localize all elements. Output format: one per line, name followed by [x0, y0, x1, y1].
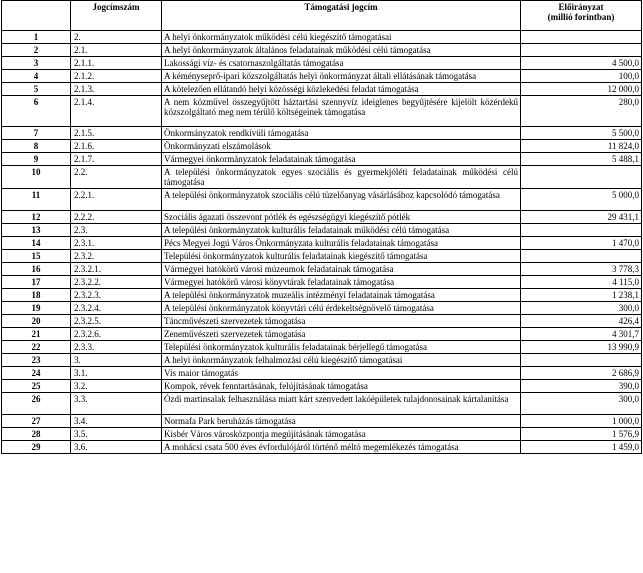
table-row [2, 415, 642, 428]
row-number: 20 [2, 315, 71, 328]
header-amount-title: Előirányzat [558, 2, 604, 12]
jogcim-code: 2.3.2.4. [71, 302, 162, 315]
jogcim-code: 2.2.2. [71, 211, 162, 224]
row-number: 16 [2, 263, 71, 276]
grant-title: A helyi önkormányzatok felhalmozási célú kiegészítő támogatásai [162, 354, 521, 367]
grant-title: A települési önkormányzatok muzeális intézményi feladatainak támogatása [162, 289, 521, 302]
row-number: 4 [2, 70, 71, 83]
grant-title: A mohácsi csata 500 éves évfordulójáról történő méltó megemlékezés támogatása [162, 441, 521, 454]
grant-title: A helyi önkormányzatok általános feladatainak működési célú támogatása [162, 44, 521, 57]
table-row [2, 328, 642, 341]
grant-title: A kötelezően ellátandó helyi közösségi közlekedési feladat támogatása [162, 83, 521, 96]
jogcim-code: 3.3. [71, 393, 162, 415]
table-row [2, 237, 642, 250]
amount-value: 1 000,0 [521, 415, 642, 428]
jogcim-code: 3.5. [71, 428, 162, 441]
jogcim-code: 3.4. [71, 415, 162, 428]
table-row [2, 153, 642, 166]
row-number: 10 [2, 166, 71, 189]
amount-value: 1 470,0 [521, 237, 642, 250]
header-grant: Támogatási jogcím [162, 1, 521, 31]
amount-value: 300,0 [521, 393, 642, 415]
amount-value: 300,0 [521, 302, 642, 315]
grant-title: Önkormányzatok rendkívüli támogatása [162, 127, 521, 140]
jogcim-code: 2.2. [71, 166, 162, 189]
amount-value: 1 459,0 [521, 441, 642, 454]
table-row [2, 354, 642, 367]
amount-value: 1 576,9 [521, 428, 642, 441]
jogcim-code: 2.3.1. [71, 237, 162, 250]
jogcim-code: 2.3.2.3. [71, 289, 162, 302]
row-number: 18 [2, 289, 71, 302]
row-number: 13 [2, 224, 71, 237]
grant-title: Zeneművészeti szervezetek támogatása [162, 328, 521, 341]
row-number: 23 [2, 354, 71, 367]
jogcim-code: 2.3.2.5. [71, 315, 162, 328]
jogcim-code: 3. [71, 354, 162, 367]
table-row [2, 341, 642, 354]
jogcim-code: 2.1.2. [71, 70, 162, 83]
jogcim-code: 2.1.7. [71, 153, 162, 166]
jogcim-code: 2.1. [71, 44, 162, 57]
table-row [2, 428, 642, 441]
amount-value: 5 500,0 [521, 127, 642, 140]
row-number: 21 [2, 328, 71, 341]
table-row [2, 302, 642, 315]
jogcim-code: 2.2.1. [71, 189, 162, 211]
table-body [2, 31, 642, 454]
grant-title: Települési önkormányzatok kulturális feladatainak kiegészítő támogatása [162, 250, 521, 263]
row-number: 19 [2, 302, 71, 315]
table-row [2, 250, 642, 263]
amount-value [521, 166, 642, 189]
jogcim-code: 2.3. [71, 224, 162, 237]
amount-value: 5 488,1 [521, 153, 642, 166]
jogcim-code: 3.6. [71, 441, 162, 454]
jogcim-code: 3.2. [71, 380, 162, 393]
grant-title: Önkormányzati elszámolások [162, 140, 521, 153]
row-number: 17 [2, 276, 71, 289]
row-number: 3 [2, 57, 71, 70]
row-number: 7 [2, 127, 71, 140]
table-row [2, 70, 642, 83]
grant-title: Települési önkormányzatok kulturális feladatainak bérjellegű támogatása [162, 341, 521, 354]
amount-value: 13 990,9 [521, 341, 642, 354]
jogcim-code: 2.3.2. [71, 250, 162, 263]
grant-title: Kompok, révek fenntartásának, felújításának támogatása [162, 380, 521, 393]
table-row [2, 315, 642, 328]
table-row [2, 166, 642, 189]
grant-title: Vármegyei önkormányzatok feladatainak támogatása [162, 153, 521, 166]
amount-value: 4 301,7 [521, 328, 642, 341]
table-row [2, 127, 642, 140]
table-row [2, 83, 642, 96]
jogcim-code: 2.3.2.2. [71, 276, 162, 289]
grant-title: Vis maior támogatás [162, 367, 521, 380]
amount-value: 2 686,9 [521, 367, 642, 380]
jogcim-code: 2.1.6. [71, 140, 162, 153]
table-row [2, 367, 642, 380]
row-number: 2 [2, 44, 71, 57]
grant-table [1, 0, 642, 454]
header-index [2, 1, 71, 31]
row-number: 14 [2, 237, 71, 250]
row-number: 28 [2, 428, 71, 441]
grant-title: Lakossági víz- és csatornaszolgáltatás támogatása [162, 57, 521, 70]
grant-title: Normafa Park beruházás támogatása [162, 415, 521, 428]
table-row [2, 44, 642, 57]
grant-title: Szociális ágazati összevont pótlék és egészségügyi kiegészítő pótlék [162, 211, 521, 224]
grant-title: Ózdi martinsalak felhasználása miatt kárt szenvedett lakóépületek tulajdonosainak kártalanítása [162, 393, 521, 415]
amount-value: 4 115,0 [521, 276, 642, 289]
grant-title: A települési önkormányzatok könyvtári célú érdekeltségnövelő támogatása [162, 302, 521, 315]
jogcim-code: 2.1.4. [71, 96, 162, 127]
jogcim-code: 3.1. [71, 367, 162, 380]
amount-value: 426,4 [521, 315, 642, 328]
jogcim-code: 2.1.1. [71, 57, 162, 70]
jogcim-code: 2.3.2.6. [71, 328, 162, 341]
amount-value [521, 31, 642, 44]
grant-title: A nem közművel összegyűjtött háztartási szennyvíz ideiglenes begyűjtésére kijelölt közérdekű közszolgáltató meg nem térülő költségeinek támogatása [162, 96, 521, 127]
row-number: 29 [2, 441, 71, 454]
amount-value: 11 824,0 [521, 140, 642, 153]
table-row [2, 31, 642, 44]
amount-value: 12 000,0 [521, 83, 642, 96]
grant-title: A kéményseprő-ipari közszolgáltatás helyi önkormányzat általi ellátásának támogatása [162, 70, 521, 83]
jogcim-code: 2.3.2.1. [71, 263, 162, 276]
row-number: 25 [2, 380, 71, 393]
header-amount-unit: (millió forintban) [547, 12, 615, 22]
header-row [2, 1, 642, 31]
amount-value [521, 354, 642, 367]
jogcim-code: 2.3.3. [71, 341, 162, 354]
table-row [2, 140, 642, 153]
table-row [2, 96, 642, 127]
amount-value: 3 778,3 [521, 263, 642, 276]
table-row [2, 393, 642, 415]
header-code: Jogcímszám [71, 1, 162, 31]
jogcim-code: 2.1.5. [71, 127, 162, 140]
amount-value: 100,0 [521, 70, 642, 83]
row-number: 27 [2, 415, 71, 428]
grant-title: Kisbér Város városközpontja megújításának támogatása [162, 428, 521, 441]
row-number: 11 [2, 189, 71, 211]
grant-title: Vármegyei hatókörű városi múzeumok feladatainak támogatása [162, 263, 521, 276]
jogcim-code: 2. [71, 31, 162, 44]
amount-value: 390,0 [521, 380, 642, 393]
table-row [2, 57, 642, 70]
amount-value [521, 224, 642, 237]
row-number: 9 [2, 153, 71, 166]
amount-value: 280,0 [521, 96, 642, 127]
grant-title: A települési önkormányzatok kulturális feladatainak működési célú támogatása [162, 224, 521, 237]
amount-value: 4 500,0 [521, 57, 642, 70]
table-row [2, 441, 642, 454]
jogcim-code: 2.1.3. [71, 83, 162, 96]
row-number: 5 [2, 83, 71, 96]
table-row [2, 224, 642, 237]
row-number: 1 [2, 31, 71, 44]
amount-value [521, 250, 642, 263]
table-row [2, 211, 642, 224]
grant-title: Pécs Megyei Jogú Város Önkormányzata kulturális feladatainak támogatása [162, 237, 521, 250]
grant-title: Vármegyei hatókörű városi könyvtárak feladatainak támogatása [162, 276, 521, 289]
grant-title: A települési önkormányzatok szociális célú tüzelőanyag vásárlásához kapcsolódó támogatása [162, 189, 521, 211]
amount-value: 1 238,1 [521, 289, 642, 302]
table-row [2, 276, 642, 289]
table-row [2, 380, 642, 393]
amount-value: 5 000,0 [521, 189, 642, 211]
amount-value: 29 431,1 [521, 211, 642, 224]
amount-value [521, 44, 642, 57]
row-number: 22 [2, 341, 71, 354]
table-row [2, 289, 642, 302]
table-row [2, 189, 642, 211]
row-number: 24 [2, 367, 71, 380]
row-number: 8 [2, 140, 71, 153]
row-number: 15 [2, 250, 71, 263]
table-row [2, 263, 642, 276]
header-amount [521, 1, 642, 31]
grant-title: A helyi önkormányzatok működési célú kiegészítő támogatásai [162, 31, 521, 44]
grant-title: Táncművészeti szervezetek támogatása [162, 315, 521, 328]
row-number: 6 [2, 96, 71, 127]
row-number: 12 [2, 211, 71, 224]
row-number: 26 [2, 393, 71, 415]
grant-title: A települési önkormányzatok egyes szociális és gyermekjóléti feladatainak működési célú támogatása [162, 166, 521, 189]
